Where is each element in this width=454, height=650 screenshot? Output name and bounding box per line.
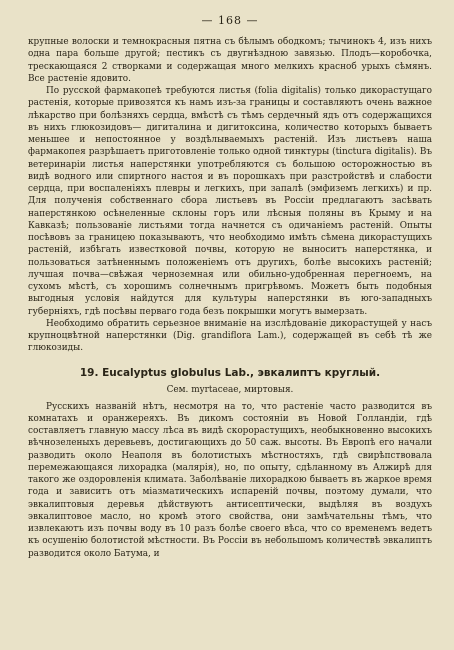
page-number: — 168 — xyxy=(201,14,259,27)
family-line: Сем. myrtaceae, миртовыя. xyxy=(166,384,294,395)
paragraph-wild-foxglove: Необходимо обратить серьезное вниманіе на изслѣдованіе дикорастущей у насъ крупноцвѣтной наперстянки (Dig. grandiflora Lam.), содержащей въ себѣ тѣ же глюкозиды. xyxy=(28,318,432,354)
paragraph-continuation: крупные волоски и темнокрасныя пятна съ бѣлымъ ободкомъ; тычинокъ 4, изъ нихъ одна пара больше другой; пестикъ съ двугнѣздною завязью. Плодъ—коробочка, трескающаяся 2 створками и содержащая много мелкихъ красноб урыхъ сѣмянъ. Все растеніе ядовито. xyxy=(28,37,432,84)
paragraph-pharmacopoeia: По русской фармакопеѣ требуются листья (folia digitalis) только дикорастущаго растенія, которые привозятся къ намъ изъ-за границы и составляютъ очень важное лѣкарство при болѣзняхъ сердца, вмѣстѣ съ тѣмъ сердечный ядъ отъ содержащихся въ нихъ глюкозидовъ— дигиталина и дигитоксина, количество которыхъ бываетъ меньшее и непостоянное у воздѣлываемыхъ растеній. Изъ листьевъ наша фармакопея разрѣшаетъ приготовленіе только одной тинктуры (tinctura digitalis). Въ ветеринаріи листья наперстянки употребляются съ большою осторожностью въ видѣ водного или спиртного настоя и въ порошкахъ при разстройствѣ и слабости сердца, при воспаленіяхъ плевры и легкихъ, при запалѣ (эмфиземъ легкихъ) и пр. Для полученія собственнаго сбора листьевъ въ Россіи предлагаютъ засѣвать наперстянкою осѣнеленные склоны горъ или лѣсныя поляны въ Крыму и на Кавказѣ; пользованіе листьями тогда начнется съ одичаніемъ растеній. Опыты посѣвовъ за границею показываютъ, что необходимо имѣть сѣмена дикорастущихъ растеній, избѣгать известковой почвы, которую не выноситъ наперстянка, и пользоваться затѣненнымъ положеніемъ отъ другихъ, болѣе высокихъ растеній; лучшая почва—свѣжая черноземная или обильно-удобренная перегноемъ, на сухомъ мѣстѣ, съ хорошимъ солнечнымъ пригрѣвомъ. Можетъ быть подобныя выгодныя условія найдутся для культуры наперстянки въ юго-западныхъ губерніяхъ, гдѣ посѣвы перваго года безъ покрышки могутъ вымерзать. xyxy=(28,86,432,317)
paragraph-eucalyptus: Русскихъ названій нѣтъ, несмотря на то, что растеніе часто разводится въ комнатахъ и оранжереяхъ. Въ дикомъ состояніи въ Новой Голландіи, гдѣ составляетъ главную массу лѣса въ видѣ скорорастущихъ, необыкновенно высокихъ вѣчнозеленыхъ деревьевъ, достигающихъ до 50 саж. высоты. Въ Европѣ его начали разводить около Неаполя въ болотистыхъ мѣстностяхъ, гдѣ свирѣпствовала перемежающаяся лихорадка (малярія), но, по опыту, сдѣланному въ Алжирѣ для такого же оздоровленія климата. Заболѣваніе лихорадкою бываетъ въ жаркое время года и зависитъ отъ міазматическихъ испареній почвы, поэтому думали, что эвкалиптовыя деревья дѣйствуютъ антисептически, выдѣляя въ воздухъ эвкалиптовое масло, но кромѣ этого свойства, они замѣчательны тѣмъ, что извлекаютъ изъ почвы воду въ 10 разъ болѣе своего вѣса, что со временемъ ведетъ къ осушенію болотистой мѣстности. Въ Россіи въ небольшомъ количествѣ эвкалиптъ разводится около Батума, и xyxy=(28,401,432,559)
section-heading: 19. Eucalyptus globulus Lab., эвкалиптъ круглый. xyxy=(79,366,381,379)
